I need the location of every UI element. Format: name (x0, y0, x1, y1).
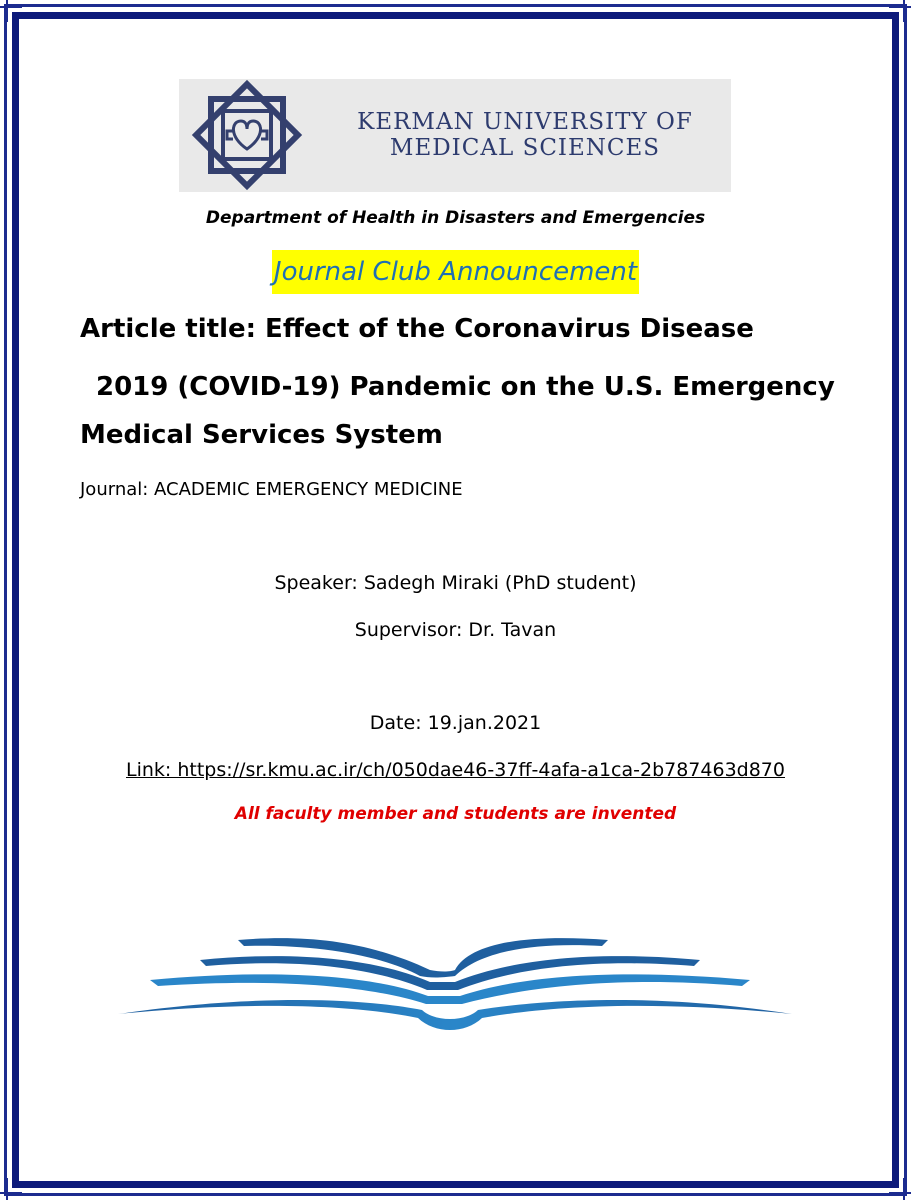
corner-ornament-bottom-right (889, 1178, 911, 1200)
supervisor-line: Supervisor: Dr. Tavan (354, 619, 557, 641)
article-title-line3: Medical Services System (80, 420, 443, 450)
meeting-link[interactable]: Link: https://sr.kmu.ac.ir/ch/050dae46-37ff-4afa-a1ca-2b787463d870 (126, 759, 785, 781)
university-name (325, 109, 725, 161)
university-name-line2: MEDICAL SCIENCES (389, 135, 661, 161)
university-emblem-icon (179, 79, 329, 192)
university-logo-banner (179, 79, 731, 192)
open-book-icon (110, 930, 800, 1030)
invitation-note: All faculty member and students are invented (234, 804, 677, 824)
university-name-line1: KERMAN UNIVERSITY OF (357, 109, 693, 135)
department-name: Department of Health in Disasters and Emergencies (205, 208, 706, 228)
corner-ornament-bottom-left (0, 1178, 22, 1200)
speaker-line: Speaker: Sadegh Miraki (PhD student) (274, 572, 637, 594)
corner-ornament-top-left (0, 0, 22, 22)
article-title-line2: 2019 (COVID-19) Pandemic on the U.S. Emergency (96, 372, 835, 402)
date-line: Date: 19.jan.2021 (369, 712, 542, 734)
article-title-line1: Article title: Effect of the Coronavirus Disease (80, 314, 754, 344)
journal-name: Journal: ACADEMIC EMERGENCY MEDICINE (80, 479, 463, 500)
announcement-heading: Journal Club Announcement (272, 250, 639, 294)
corner-ornament-top-right (889, 0, 911, 22)
